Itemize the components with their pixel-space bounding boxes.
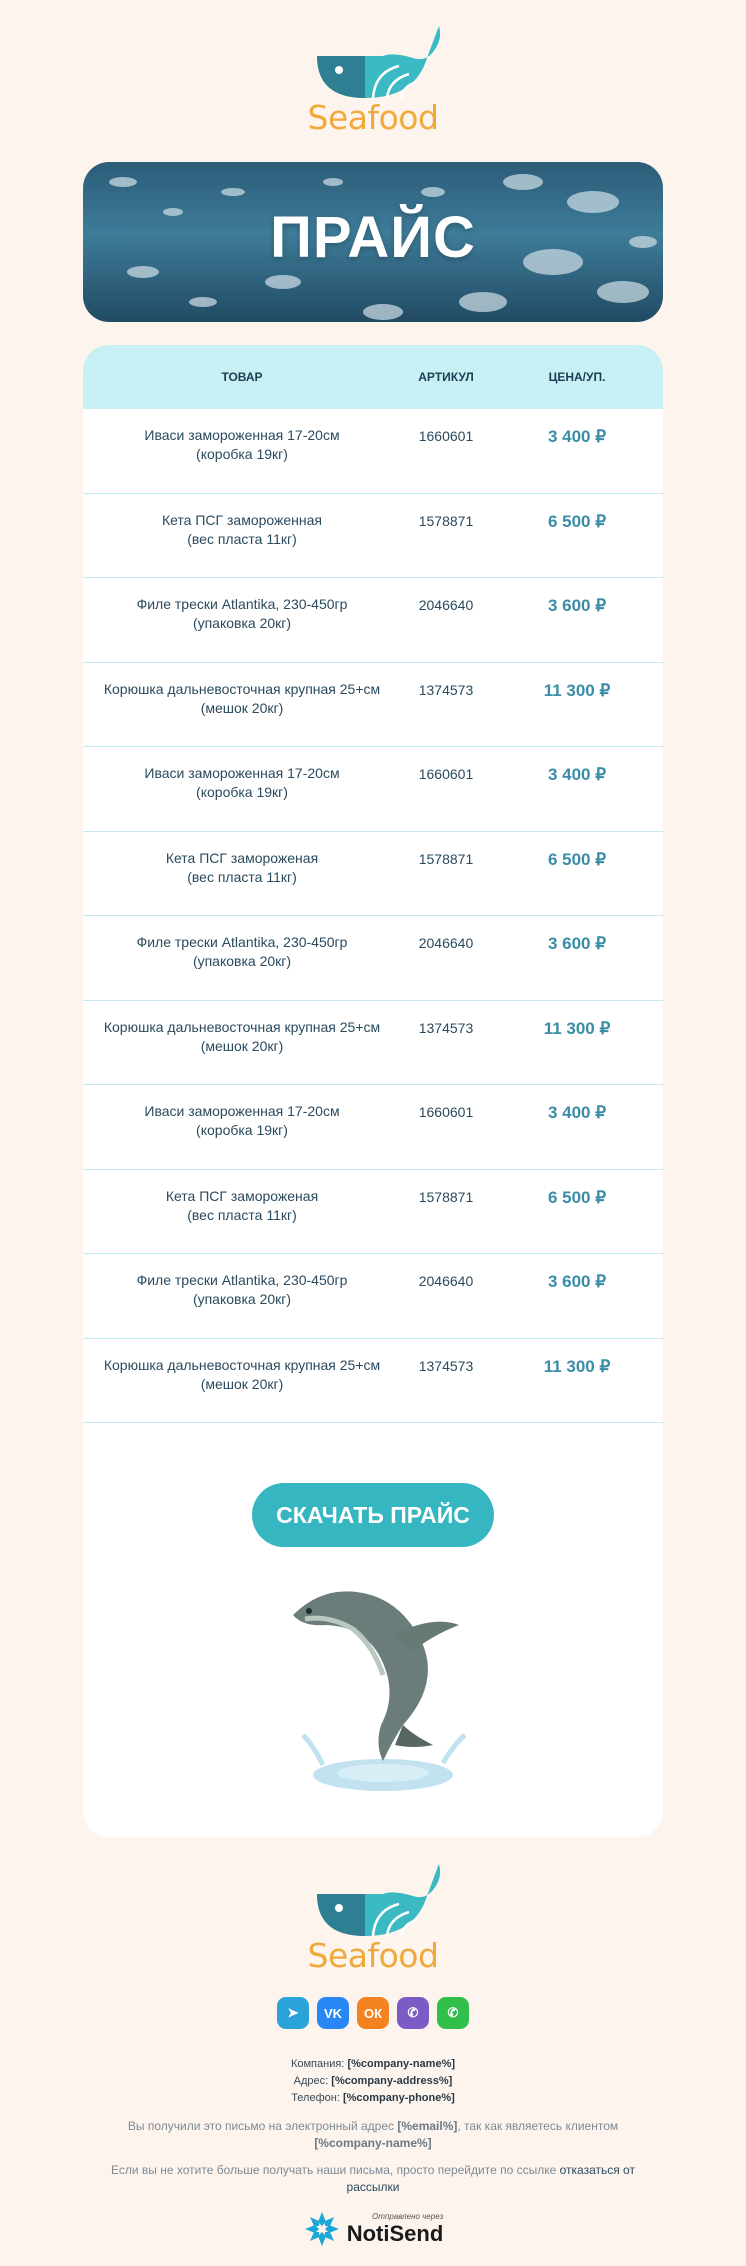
table-row: [83, 1001, 663, 1086]
product-name: Иваси замороженная 17-20см (коробка 19кг): [144, 1103, 340, 1138]
product-price: 3 400 ₽: [547, 765, 607, 784]
jumping-salmon-image: [283, 1575, 483, 1805]
product-name: Кета ПСГ замороженая (вес пласта 11кг): [165, 849, 319, 885]
unsubscribe-notice: [110, 2162, 636, 2196]
product-name: Корюшка дальневосточная крупная 25+см (мешок 20кг): [103, 680, 381, 716]
hero-banner: [83, 162, 663, 322]
vk-icon[interactable]: VK: [317, 1997, 349, 2029]
product-price: 3 400 ₽: [547, 1103, 607, 1122]
product-name: Иваси замороженная 17-20см (коробка 19кг): [144, 427, 340, 462]
product-sku: 1660601: [418, 428, 474, 444]
product-price: 3 400 ₽: [547, 427, 607, 446]
product-price: 6 500 ₽: [547, 1187, 607, 1207]
notice-company: [%company-name%]: [314, 2136, 432, 2150]
product-name: Корюшка дальневосточная крупная 25+см (мешок 20кг): [103, 1018, 381, 1054]
product-name: Филе трески Atlantika, 230-450гр (упаковка 20кг): [136, 1272, 348, 1307]
product-name: Филе трески Atlantika, 230-450гр (упаковка 20кг): [136, 596, 348, 631]
address-value: [%company-address%]: [331, 2075, 453, 2087]
product-sku: 1578871: [418, 512, 474, 529]
contact-company: [0, 2056, 746, 2073]
sent-via-badge[interactable]: [0, 2210, 746, 2248]
product-price: 3 600 ₽: [547, 596, 607, 615]
table-row: [83, 663, 663, 748]
table-row: [83, 747, 663, 832]
contact-phone: [0, 2090, 746, 2107]
download-price-button[interactable]: СКАЧАТЬ ПРАЙС: [252, 1483, 494, 1547]
table-row: [83, 1085, 663, 1170]
brand-name: Seafood: [307, 98, 439, 137]
odnoklassniki-icon[interactable]: ОК: [357, 1997, 389, 2029]
header-logo[interactable]: [0, 22, 746, 137]
header-product: ТОВАР: [221, 370, 263, 384]
notice-middle: , так как являетесь клиентом: [457, 2119, 619, 2133]
recipient-notice: [110, 2118, 636, 2152]
table-row: [83, 832, 663, 917]
product-price: 3 600 ₽: [547, 1272, 607, 1291]
footer-brand-name: Seafood: [307, 1936, 439, 1975]
company-value: [%company-name%]: [347, 2058, 456, 2070]
table-row: [83, 1254, 663, 1339]
whatsapp-icon[interactable]: ✆: [437, 1997, 469, 2029]
header-price: ЦЕНА/УП.: [548, 370, 606, 384]
unsubscribe-text: Если вы не хотите больше получать наши письма, просто перейдите по ссылке: [111, 2163, 560, 2177]
social-links: [0, 1997, 746, 2029]
table-row: [83, 494, 663, 579]
phone-label: Телефон:: [291, 2092, 340, 2104]
product-price: 6 500 ₽: [547, 511, 607, 531]
product-sku: 1578871: [418, 850, 474, 867]
seafood-fish-logo-icon: [303, 22, 443, 102]
table-row: [83, 916, 663, 1001]
product-price: 11 300 ₽: [543, 680, 611, 700]
footer-logo[interactable]: [0, 1860, 746, 1975]
viber-icon[interactable]: ✆: [397, 1997, 429, 2029]
sent-via-brand: NotiSend: [346, 2220, 444, 2246]
contact-address: [0, 2073, 746, 2090]
product-name: Кета ПСГ замороженная (вес пласта 11кг): [161, 511, 323, 547]
product-price: 11 300 ₽: [543, 1018, 611, 1038]
product-sku: 2046640: [418, 935, 474, 951]
hero-title: ПРАЙС: [270, 205, 476, 270]
product-sku: 1660601: [418, 766, 474, 782]
company-label: Компания:: [290, 2058, 345, 2070]
product-name: Кета ПСГ замороженая (вес пласта 11кг): [165, 1187, 319, 1223]
header-sku: АРТИКУЛ: [418, 370, 474, 384]
product-name: Филе трески Atlantika, 230-450гр (упаковка 20кг): [136, 934, 348, 969]
product-sku: 1374573: [418, 681, 474, 698]
product-sku: 1660601: [418, 1104, 474, 1120]
telegram-icon[interactable]: ➤: [277, 1997, 309, 2029]
product-price: 11 300 ₽: [543, 1356, 611, 1376]
table-row: [83, 409, 663, 494]
product-sku: 1578871: [418, 1188, 474, 1205]
product-name: Корюшка дальневосточная крупная 25+см (мешок 20кг): [103, 1356, 381, 1392]
table-row: [83, 1339, 663, 1424]
product-price: 6 500 ₽: [547, 849, 607, 869]
sent-via-caption: Отправлено через: [372, 2211, 444, 2221]
notice-email: [%email%]: [397, 2119, 458, 2133]
unsubscribe-link[interactable]: отказаться от рассылки: [346, 2163, 635, 2194]
product-name: Иваси замороженная 17-20см (коробка 19кг): [144, 765, 340, 800]
table-row: [83, 578, 663, 663]
product-sku: 2046640: [418, 1273, 474, 1289]
price-card: [83, 345, 663, 1837]
notice-prefix: Вы получили это письмо на электронный адрес: [127, 2119, 398, 2133]
product-sku: 1374573: [418, 1357, 474, 1374]
product-sku: 1374573: [418, 1019, 474, 1036]
company-contacts: [0, 2056, 746, 2107]
address-label: Адрес:: [293, 2075, 329, 2087]
notisend-logo-icon: [303, 2210, 341, 2248]
seafood-fish-logo-icon: [303, 1860, 443, 1940]
table-body: [83, 409, 663, 1423]
product-sku: 2046640: [418, 597, 474, 613]
table-row: [83, 1170, 663, 1255]
product-price: 3 600 ₽: [547, 934, 607, 953]
table-header: [83, 345, 663, 409]
phone-value: [%company-phone%]: [342, 2092, 455, 2104]
